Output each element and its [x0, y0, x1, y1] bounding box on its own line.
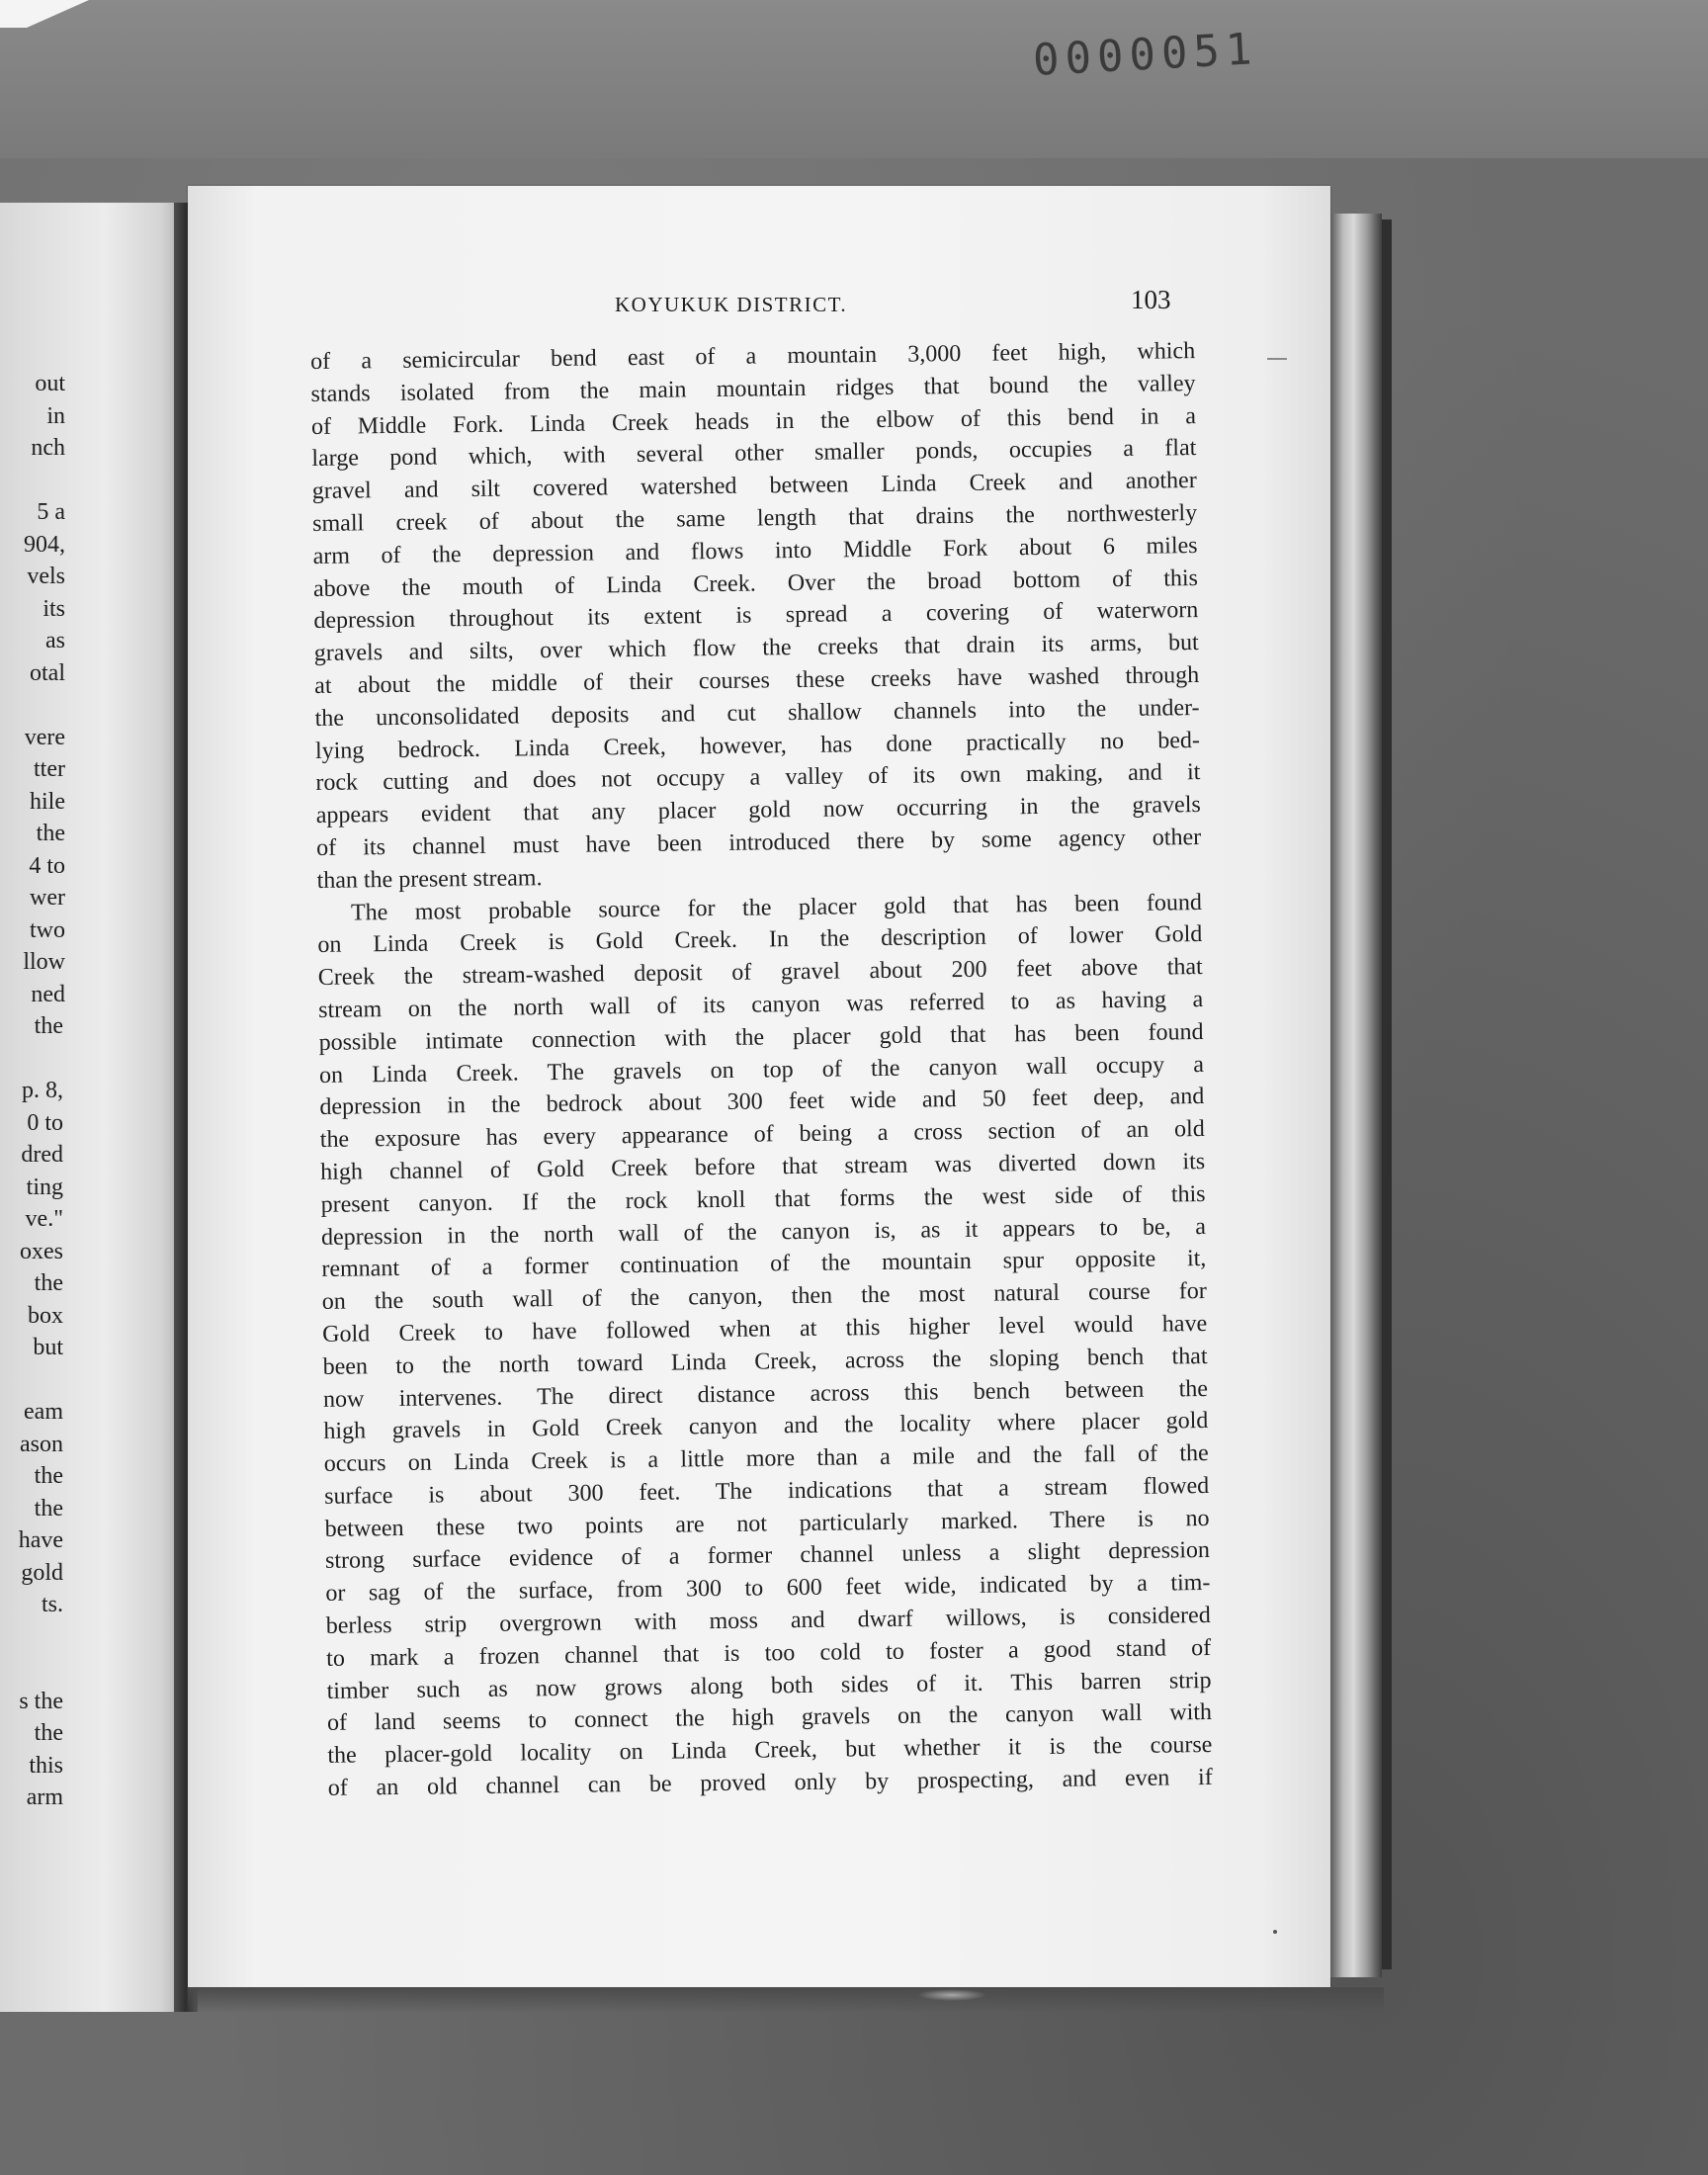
facing-page-line: dred — [21, 1142, 63, 1168]
facing-page-line: the — [34, 1495, 63, 1522]
body-line: of its channel must have been introduced there by some agency other — [316, 824, 1202, 861]
margin-mark — [1267, 358, 1287, 360]
facing-page-line: oxes — [20, 1238, 63, 1264]
body-line: of land seems to connect the high gravels on the canyon wall with — [326, 1699, 1213, 1737]
facing-page-line: the — [34, 1270, 63, 1296]
body-line: on the south wall of the canyon, then the most natural course for — [321, 1278, 1207, 1316]
body-line: between these two points are not particularly marked. There is no — [324, 1505, 1210, 1542]
body-line: surface is about 300 feet. The indications that a stream flowed — [324, 1472, 1210, 1510]
body-line: on Linda Creek is Gold Creek. In the description of lower Gold — [317, 921, 1203, 959]
body-line: appears evident that any placer gold now occurring in the gravels — [315, 792, 1201, 829]
body-line: depression throughout its extent is spread a covering of waterworn — [313, 597, 1199, 635]
running-header: KOYUKUK DISTRICT. — [615, 293, 848, 316]
facing-page-line: the — [34, 1720, 63, 1746]
facing-page-line: s the — [19, 1688, 63, 1714]
scan-smudge — [917, 1989, 986, 2001]
body-line: strong surface evidence of a former channel unless a slight depression — [324, 1537, 1211, 1575]
body-line: large pond which, with several other smaller ponds, occupies a flat — [311, 435, 1197, 473]
body-line: of Middle Fork. Linda Creek heads in the elbow of this bend in a — [310, 402, 1197, 440]
facing-page-line: the — [36, 821, 65, 846]
facing-page-line: ting — [26, 1174, 63, 1200]
body-line: lying bedrock. Linda Creek, however, has done practically no bed- — [314, 727, 1201, 764]
stamp-number: 0000051 — [1031, 24, 1259, 86]
body-line: now intervenes. The direct distance across this bench between the — [322, 1375, 1209, 1413]
page-bottom-shadow — [188, 1987, 1384, 2013]
body-text — [310, 335, 1213, 1805]
facing-page-line: nch — [31, 435, 65, 461]
body-line: occurs on Linda Creek is a little more than a mile and the fall of the — [323, 1440, 1209, 1478]
facing-page-line: the — [34, 1463, 63, 1489]
body-line: small creek of about the same length that drains the northwesterly — [312, 500, 1198, 537]
facing-page-line: llow — [23, 949, 65, 975]
facing-page-line: in — [46, 402, 65, 429]
facing-page-line: out — [35, 371, 65, 396]
facing-page-line: tter — [34, 756, 65, 782]
facing-page-line: hile — [30, 788, 65, 815]
body-line: above the mouth of Linda Creek. Over the broad bottom of this — [312, 565, 1199, 602]
body-line: berless strip overgrown with moss and dwarf willows, is considered — [325, 1603, 1211, 1639]
facing-page-line: the — [34, 1013, 63, 1039]
facing-page-line: vels — [27, 564, 65, 589]
facing-page-line: vere — [24, 724, 65, 750]
facing-page-line: 4 to — [29, 852, 65, 879]
body-line: arm of the depression and flows into Middle Fork about 6 miles — [312, 532, 1198, 569]
body-line: The most probable source for the placer gold that has been found — [350, 889, 1203, 926]
body-line: Creek the stream-washed deposit of gravel about 200 feet above that — [317, 954, 1203, 992]
book-edge-shadow — [1382, 219, 1392, 1969]
body-line: high gravels in Gold Creek canyon and the locality where placer gold — [323, 1408, 1209, 1445]
margin-dot — [1273, 1930, 1277, 1934]
page-number: 103 — [1131, 285, 1171, 314]
body-line: the exposure has every appearance of being a cross section of an old — [319, 1116, 1205, 1154]
scan-top-band — [0, 0, 1708, 158]
facing-page-line: this — [29, 1752, 63, 1779]
facing-page-line: p. 8, — [22, 1078, 63, 1103]
body-line: at about the middle of their courses these creeks have washed through — [314, 662, 1200, 699]
facing-page-line: its — [43, 595, 65, 622]
body-line: depression in the bedrock about 300 feet wide and 50 feet deep, and — [319, 1084, 1205, 1121]
facing-page-line: wer — [30, 885, 65, 911]
facing-page-line: gold — [21, 1559, 63, 1586]
facing-page-line: box — [28, 1302, 63, 1329]
facing-page-line: ts. — [41, 1592, 63, 1617]
body-line: stream on the north wall of its canyon was referred to as having a — [318, 986, 1204, 1023]
facing-page-line: 5 a — [37, 499, 65, 525]
facing-page-line: but — [33, 1335, 63, 1360]
body-line: gravel and silt covered watershed between Linda Creek and another — [311, 468, 1197, 505]
facing-page-line: ason — [20, 1431, 63, 1457]
facing-page-line: 904, — [24, 531, 65, 558]
body-line: possible intimate connection with the placer gold that has been found — [318, 1018, 1204, 1056]
body-line: the unconsolidated deposits and cut shallow channels into the under- — [314, 694, 1200, 732]
facing-page-line: otal — [30, 659, 65, 686]
facing-page-line: 0 to — [27, 1109, 63, 1136]
facing-page-line: eam — [24, 1399, 63, 1425]
body-line: the placer-gold locality on Linda Creek, but whether it is the course — [327, 1732, 1213, 1770]
body-line: been to the north toward Linda Creek, across the sloping bench that — [322, 1343, 1208, 1380]
facing-page-line: have — [18, 1527, 63, 1553]
body-line: present canyon. If the rock knoll that forms the west side of this — [320, 1180, 1206, 1218]
body-line: than the present stream. — [316, 864, 543, 894]
body-line: rock cutting and does not occupy a valley of its own making, and it — [315, 759, 1201, 797]
body-line: stands isolated from the main mountain ridges that bound the valley — [310, 370, 1196, 407]
facing-page-line: ve." — [25, 1206, 63, 1232]
body-line: depression in the north wall of the canyon is, as it appears to be, a — [320, 1213, 1207, 1251]
body-line: or sag of the surface, from 300 to 600 feet wide, indicated by a tim- — [325, 1570, 1211, 1608]
body-line: of an old channel can be proved only by prospecting, and even if — [327, 1765, 1213, 1801]
body-line: to mark a frozen channel that is too cold to foster a good stand of — [326, 1634, 1212, 1672]
facing-page-line: as — [45, 628, 65, 653]
book-edge — [1330, 214, 1382, 1977]
body-line: of a semicircular bend east of a mountain 3,000 feet high, which — [310, 338, 1196, 375]
body-line: high channel of Gold Creek before that stream was diverted down its — [320, 1148, 1206, 1185]
facing-page — [0, 203, 190, 2012]
facing-page-line: ned — [31, 981, 65, 1007]
body-line: on Linda Creek. The gravels on top of the canyon wall occupy a — [318, 1051, 1205, 1088]
facing-page-line: two — [30, 916, 65, 943]
facing-page-line: arm — [26, 1784, 63, 1810]
body-line: timber such as now grows along both sides of it. This barren strip — [326, 1667, 1212, 1704]
body-line: remnant of a former continuation of the mountain spur opposite it, — [321, 1246, 1207, 1283]
body-line: Gold Creek to have followed when at this higher level would have — [322, 1310, 1208, 1348]
body-line: gravels and silts, over which flow the creeks that drain its arms, but — [313, 630, 1199, 667]
